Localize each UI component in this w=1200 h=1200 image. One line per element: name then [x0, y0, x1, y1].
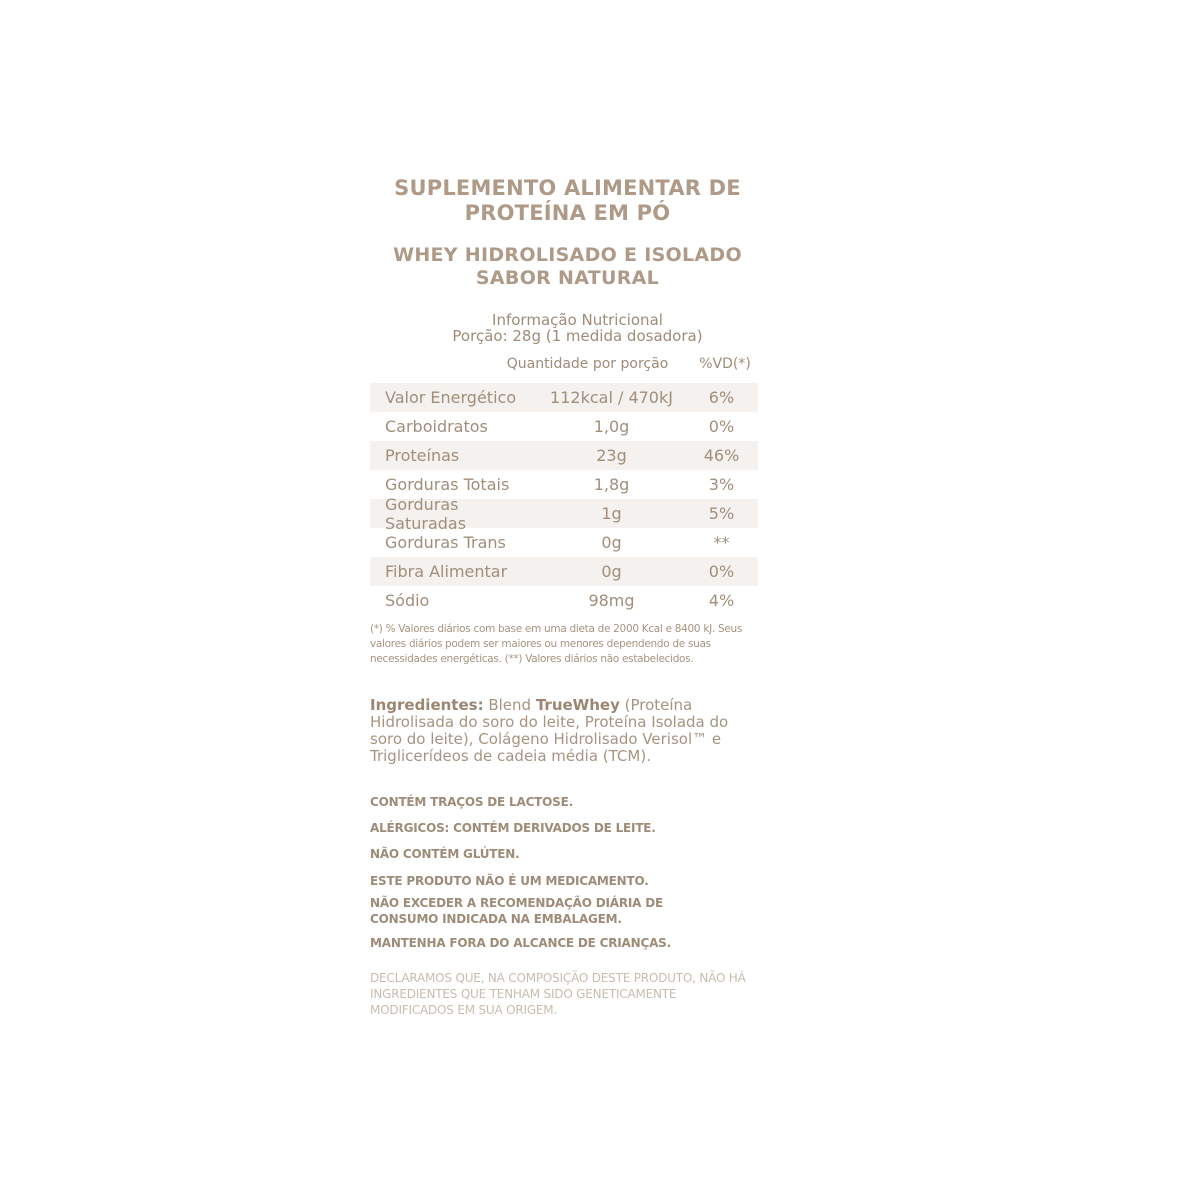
nutrient-vd: 0% [708, 562, 735, 581]
nutrition-heading-block [370, 312, 765, 344]
nutrient-name: Gorduras Trans [385, 533, 506, 552]
nutrition-column-headers [370, 356, 765, 376]
warning-gluten: NÃO CONTÉM GLÚTEN. [370, 847, 520, 861]
nutrient-vd: 6% [708, 388, 735, 407]
nutrient-quantity: 0g [601, 562, 622, 581]
product-label [370, 176, 765, 1018]
nutrient-quantity: 98mg [588, 591, 635, 610]
ingredients-brand: TrueWhey [535, 696, 620, 714]
ingredients-label: Ingredientes: [370, 696, 484, 714]
nutrition-row [370, 557, 758, 586]
warning-allergens: ALÉRGICOS: CONTÉM DERIVADOS DE LEITE. [370, 821, 656, 835]
product-subtitle: WHEY HIDROLISADO E ISOLADO SABOR NATURAL [393, 244, 742, 289]
nutrient-name: Gorduras Saturadas [385, 494, 467, 533]
nutrient-name: Carboidratos [385, 417, 488, 436]
nutrient-name: Gorduras Totais [385, 475, 510, 494]
nutrient-vd: 3% [708, 475, 735, 494]
nutrient-quantity: 1,0g [593, 417, 630, 436]
warning-medicine: ESTE PRODUTO NÃO É UM MEDICAMENTO. [370, 874, 649, 888]
warning-children: MANTENHA FORA DO ALCANCE DE CRIANÇAS. [370, 936, 671, 950]
daily-value-footnote: (*) % Valores diários com base em uma dieta de 2000 Kcal e 8400 kJ. Seus valores diários podem ser maiores ou menores dependendo de suas necessidades energéticas. (**) Valores diários não estabelecidos. [370, 623, 743, 665]
product-title: SUPLEMENTO ALIMENTAR DE PROTEÍNA EM PÓ [394, 176, 741, 225]
portion-size: Porção: 28g (1 medida dosadora) [452, 327, 703, 345]
nutrition-row [370, 494, 758, 533]
nutrient-quantity: 1,8g [593, 475, 630, 494]
ingredients-text-before: Blend [483, 696, 536, 714]
nutrient-vd: 5% [708, 504, 735, 523]
column-header-vd: %VD(*) [699, 356, 751, 372]
ingredients-text-after: (Proteína Hidrolisada do soro do leite, Proteína Isolada do soro do leite), Colágeno Hidrolisado Verisol™ e Triglicerídeos de cadeia média (TCM). [370, 696, 729, 765]
nutrient-quantity: 112kcal / 470kJ [550, 388, 673, 407]
nutrient-name: Valor Energético [385, 388, 517, 407]
nutrient-quantity: 1g [601, 504, 622, 523]
nutrient-vd: 4% [708, 591, 735, 610]
nutrition-row [370, 412, 758, 441]
nutrition-heading: Informação Nutricional [492, 311, 663, 329]
nutrient-name: Proteínas [385, 446, 460, 465]
nutrient-vd: 0% [708, 417, 735, 436]
nutrient-vd: 46% [703, 446, 740, 465]
nutrient-name: Fibra Alimentar [385, 562, 508, 581]
nutrient-quantity: 23g [596, 446, 627, 465]
warning-dosage: NÃO EXCEDER A RECOMENDAÇÃO DIÁRIA DE CONSUMO INDICADA NA EMBALAGEM. [370, 896, 663, 926]
nutrition-row [370, 586, 758, 615]
ingredients-list [370, 697, 762, 765]
gmo-statement: DECLARAMOS QUE, NA COMPOSIÇÃO DESTE PRODUTO, NÃO HÁ INGREDIENTES QUE TENHAM SIDO GENETICAMENTE MODIFICADOS EM SUA ORIGEM. [370, 971, 746, 1017]
warning-lactose: CONTÉM TRAÇOS DE LACTOSE. [370, 795, 573, 809]
nutrition-row [370, 383, 758, 412]
nutrient-vd: ** [713, 533, 730, 552]
column-header-quantity: Quantidade por porção [506, 356, 669, 372]
nutrition-row [370, 441, 758, 470]
nutrient-quantity: 0g [601, 533, 622, 552]
nutrition-table [370, 383, 758, 615]
column-header-spacer [370, 356, 490, 376]
nutrient-name: Sódio [385, 591, 430, 610]
nutrition-row [370, 528, 758, 557]
